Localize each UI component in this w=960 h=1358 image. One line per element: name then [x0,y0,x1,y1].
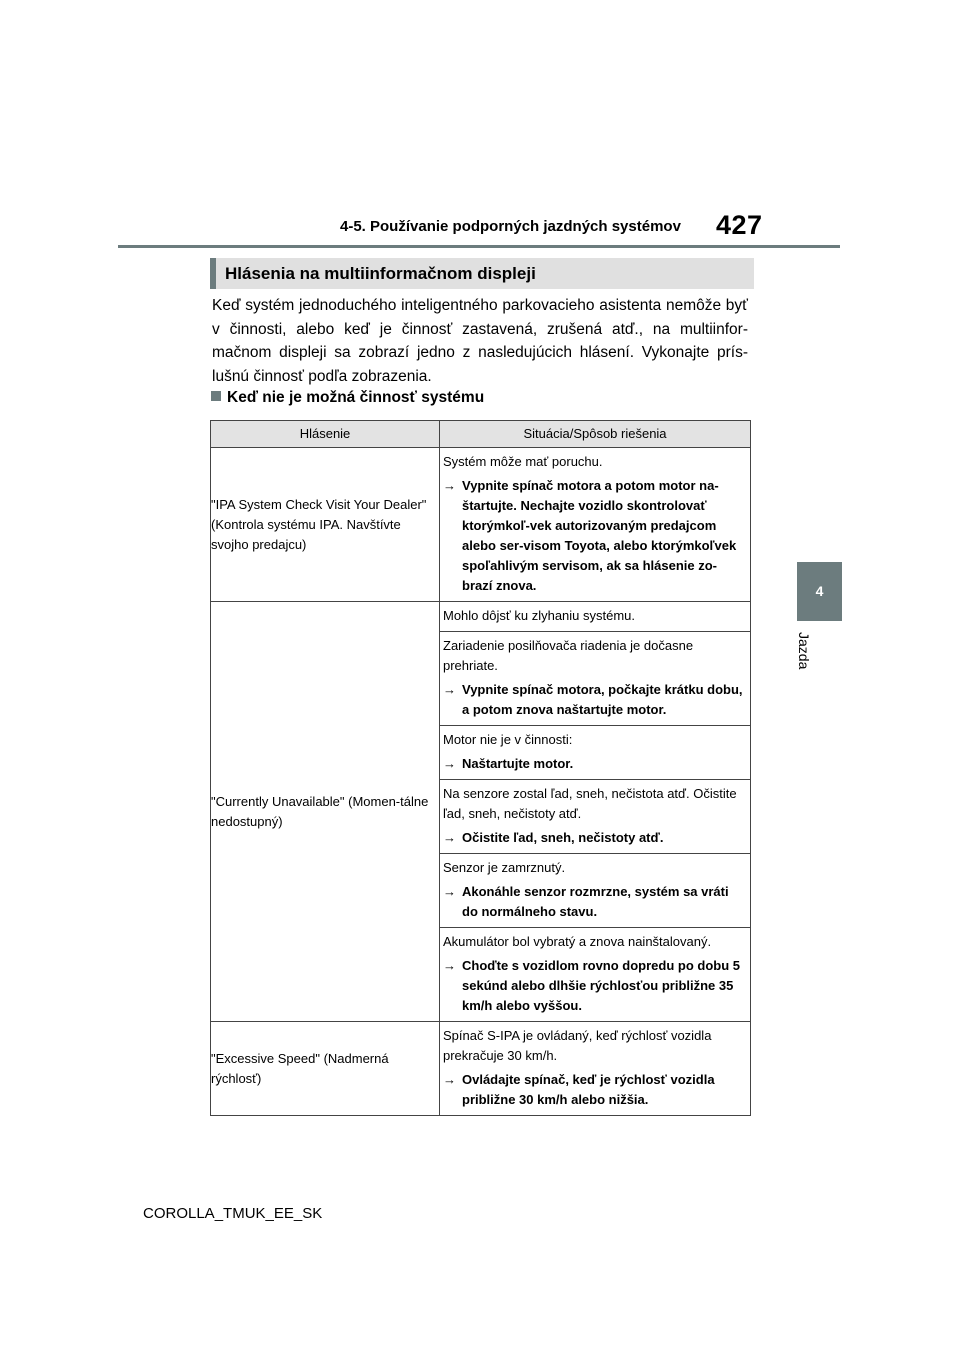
arrow-icon: → [443,884,456,899]
situation-text: Na senzore zostal ľad, sneh, nečistota atď. Očistite ľad, sneh, nečistoty atď. [443,786,737,821]
arrow-icon: → [443,958,456,973]
situation-block [440,602,750,632]
solution [443,1070,747,1110]
situation-block [440,448,750,601]
situation-block [440,928,750,1021]
message-cell: "IPA System Check Visit Your Dealer" (Kontrola systému IPA. Navštívte svojho predajcu) [211,448,440,602]
arrow-icon: → [443,478,456,493]
page-number: 427 [716,210,763,240]
situation-block [440,854,750,928]
chapter-label: Jazda [796,632,812,670]
intro-paragraph: Keď systém jednoduchého inteligentného parkovacieho asistenta nemôže byť v činnosti, alebo keď je činnosť zastavená, zrušená atď., na multiinfor-mačnom displeji sa zobrazí jedno z nasledujúcich hlásení. Vykonajte prís-lušnú činnosť podľa zobrazenia. [212,297,748,385]
header-divider [118,245,840,248]
arrow-icon: → [443,1072,456,1087]
arrow-icon: → [443,756,456,771]
situation-text: Zariadenie posilňovača riadenia je dočasne prehriate. [443,638,694,673]
solution [443,828,747,848]
solution-text: Ovládajte spínač, keď je rýchlosť vozidla približne 30 km/h alebo nižšia. [462,1072,715,1107]
message-cell: "Excessive Speed" (Nadmerná rýchlosť) [211,1022,440,1116]
situation-cell [440,1022,751,1116]
situation-block [440,632,750,726]
messages-table [210,420,751,1116]
situation-text: Senzor je zamrznutý. [443,860,566,875]
situation-text: Mohlo dôjsť ku zlyhaniu systému. [443,608,636,623]
solution [443,754,747,774]
arrow-icon: → [443,682,456,697]
situation-text: Spínač S-IPA je ovládaný, keď rýchlosť vozidla prekračuje 30 km/h. [443,1028,712,1063]
solution-text: Očistite ľad, sneh, nečistoty atď. [462,830,664,845]
footer-document-code: COROLLA_TMUK_EE_SK [143,1205,323,1222]
situation-cell [440,602,751,1022]
table-row [211,448,751,602]
table-row [211,602,751,1022]
solution-text: Akonáhle senzor rozmrzne, systém sa vráti do normálneho stavu. [462,884,729,919]
column-header: Hlásenie [211,421,440,448]
situation-cell [440,448,751,602]
situation-text: Akumulátor bol vybratý a znova nainštalovaný. [443,934,712,949]
solution [443,476,747,596]
situation-text: Motor nie je v činnosti: [443,732,573,747]
solution [443,956,747,1016]
subheading-text: Keď nie je možná činnosť systému [227,389,485,406]
square-bullet-icon [211,391,221,401]
column-header: Situácia/Spôsob riešenia [440,421,751,448]
solution-text: Vypnite spínač motora, počkajte krátku dobu, a potom znova naštartujte motor. [462,682,743,717]
situation-text: Systém môže mať poruchu. [443,454,603,469]
situation-block [440,1022,750,1115]
arrow-icon: → [443,830,456,845]
solution [443,680,747,720]
situation-block [440,726,750,780]
section-title: Hlásenia na multiinformačnom displeji [210,258,754,289]
chapter-tab: 4 [797,562,842,621]
solution [443,882,747,922]
subheading [211,389,484,407]
situation-block [440,780,750,854]
table-row [211,1022,751,1116]
solution-text: Naštartujte motor. [462,756,574,771]
message-cell: "Currently Unavailable" (Momen-tálne nedostupný) [211,602,440,1022]
solution-text: Vypnite spínač motora a potom motor na-štartujte. Nechajte vozidlo skontrolovať ktorýmkoľ-vek autorizovaným predajcom alebo ser-visom Toyota, alebo ktorýmkoľvek spoľahlivým servisom, ak sa hlásenie zo-brazí znova. [462,478,737,593]
solution-text: Choďte s vozidlom rovno dopredu po dobu 5 sekúnd alebo dlhšie rýchlosťou približne 35 km/h alebo vyššou. [462,958,741,1013]
table-header-row [211,421,751,448]
header-section-title: 4-5. Používanie podporných jazdných systémov [340,218,681,235]
